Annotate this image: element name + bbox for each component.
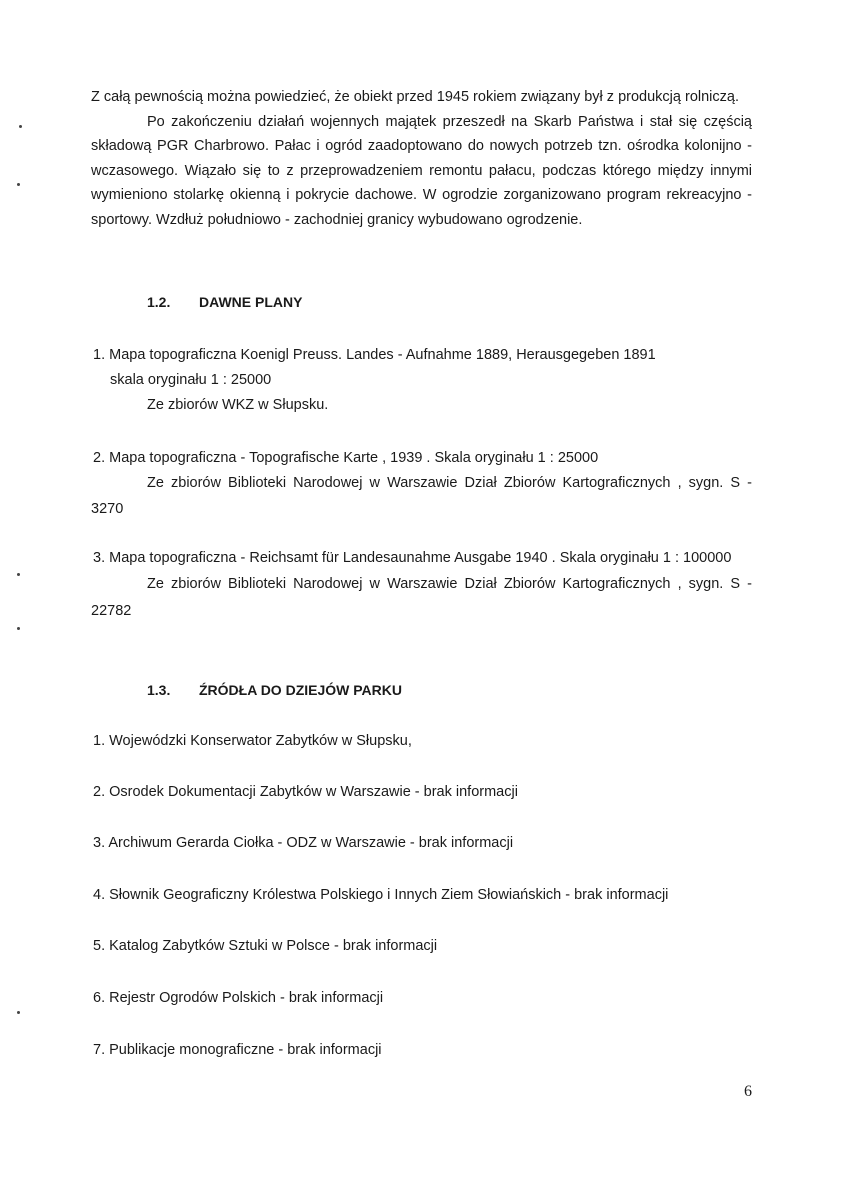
intro-line: sportowy. Wzdłuż południowo - zachodniej granicy wybudowano ogrodzenie. xyxy=(91,212,583,228)
source-item: 5. Katalog Zabytków Sztuki w Polsce - brak informacji xyxy=(93,938,438,954)
plan-item-source: Ze zbiorów Biblioteki Narodowej w Warszawie Dział Zbiorów Kartograficznych , sygn. S - xyxy=(147,475,752,491)
intro-line: wczasowego. Wiązało się to z przeprowadzeniem remontu pałacu, podczas którego między innymi xyxy=(91,163,752,179)
section-title: DAWNE PLANY xyxy=(199,294,303,310)
plan-item-title: 2. Mapa topograficzna - Topografische Karte , 1939 . Skala oryginału 1 : 25000 xyxy=(93,450,599,466)
scan-speck xyxy=(17,573,20,576)
intro-line: składową PGR Charbrowo. Pałac i ogród zaadoptowano do nowych potrzeb tzn. ośrodka kolonijno - xyxy=(91,138,752,154)
source-item: 7. Publikacje monograficzne - brak informacji xyxy=(93,1042,382,1058)
source-item: 2. Osrodek Dokumentacji Zabytków w Warszawie - brak informacji xyxy=(93,784,518,800)
source-item: 3. Archiwum Gerarda Ciołka - ODZ w Warszawie - brak informacji xyxy=(93,835,514,851)
scan-speck xyxy=(19,125,22,128)
intro-line: wymieniono stolarkę okienną i pokrycie dachowe. W ogrodzie zorganizowano program rekreacyjno - xyxy=(91,187,752,203)
section-title: ŹRÓDŁA DO DZIEJÓW PARKU xyxy=(199,682,402,698)
section-number: 1.2. xyxy=(147,294,171,310)
plan-item-title: 3. Mapa topograficzna - Reichsamt für Landesaunahme Ausgabe 1940 . Skala oryginału 1 : 100000 xyxy=(93,550,732,566)
intro-line: Z całą pewnością można powiedzieć, że obiekt przed 1945 rokiem związany był z produkcją rolniczą. xyxy=(91,89,739,105)
plan-item-title: 1. Mapa topograficzna Koenigl Preuss. Landes - Aufnahme 1889, Herausgegeben 1891 xyxy=(93,347,656,363)
scan-speck xyxy=(17,627,20,630)
plan-item-source: Ze zbiorów Biblioteki Narodowej w Warszawie Dział Zbiorów Kartograficznych , sygn. S - xyxy=(147,576,752,592)
scan-speck xyxy=(17,183,20,186)
source-item: 6. Rejestr Ogrodów Polskich - brak informacji xyxy=(93,990,384,1006)
plan-item-signature: 22782 xyxy=(91,603,132,619)
plan-item-signature: 3270 xyxy=(91,501,124,517)
plan-item-scale: skala oryginału 1 : 25000 xyxy=(110,372,272,388)
source-item: 4. Słownik Geograficzny Królestwa Polskiego i Innych Ziem Słowiańskich - brak informacji xyxy=(93,887,669,903)
source-item: 1. Wojewódzki Konserwator Zabytków w Słupsku, xyxy=(93,733,412,749)
section-number: 1.3. xyxy=(147,682,171,698)
plan-item-source: Ze zbiorów WKZ w Słupsku. xyxy=(147,397,329,413)
page-number: 6 xyxy=(744,1083,752,1100)
intro-line: Po zakończeniu działań wojennych majątek przeszedł na Skarb Państwa i stał się częścią xyxy=(147,114,752,130)
scan-speck xyxy=(17,1011,20,1014)
